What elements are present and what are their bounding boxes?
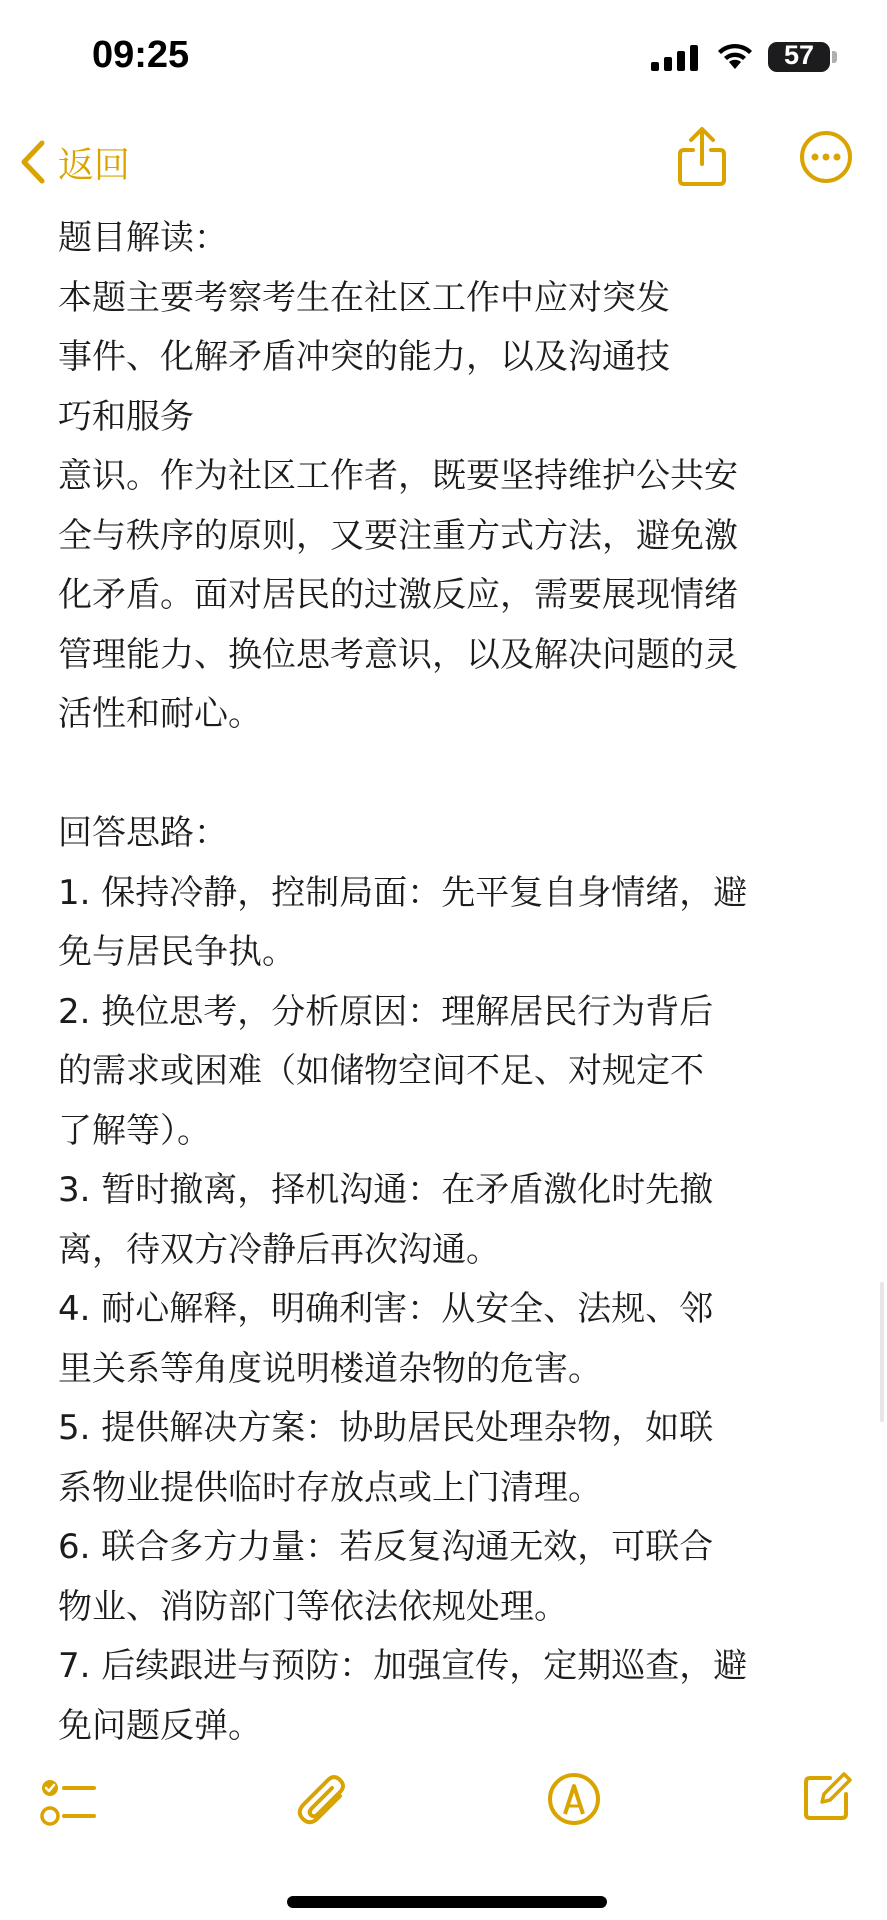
- note-line: 全与秩序的原则，又要注重方式方法，避免激: [58, 515, 738, 556]
- back-label: 返回: [58, 144, 131, 186]
- note-line: 4. 耐心解释，明确利害：从安全、法规、邻: [58, 1289, 714, 1329]
- home-indicator[interactable]: [287, 1896, 607, 1908]
- paperclip-icon[interactable]: [296, 1774, 352, 1830]
- note-line: 活性和耐心。: [58, 694, 262, 734]
- note-line: 意识。作为社区工作者，既要坚持维护公共安: [58, 456, 738, 496]
- note-line: 了解等）。: [58, 1110, 211, 1151]
- note-line: 系物业提供临时存放点或上门清理。: [58, 1467, 602, 1508]
- blank-line: [58, 745, 858, 805]
- note-line: 管理能力、换位思考意识，以及解决问题的灵: [58, 634, 738, 675]
- note-line: 巧和服务: [58, 396, 194, 437]
- compose-icon[interactable]: [800, 1770, 852, 1822]
- note-line: 2. 换位思考，分析原因：理解居民行为背后: [58, 991, 714, 1032]
- status-time: 09:25: [92, 34, 190, 76]
- note-line: 里关系等角度说明楼道杂物的危害。: [58, 1348, 602, 1389]
- battery-level: 57: [783, 40, 815, 70]
- section-heading-reading: 题目解读：: [58, 218, 228, 258]
- note-line: 免与居民争执。: [58, 932, 296, 972]
- note-line: 物业、消防部门等依法依规处理。: [58, 1586, 568, 1627]
- note-line: 5. 提供解决方案：协助居民处理杂物，如联: [58, 1408, 714, 1448]
- note-line: 3. 暂时撤离，择机沟通：在矛盾激化时先撤: [58, 1170, 714, 1210]
- back-button[interactable]: [20, 132, 130, 192]
- note-line: 6. 联合多方力量：若反复沟通无效，可联合: [58, 1527, 714, 1567]
- chevron-left-icon: [20, 139, 46, 185]
- note-line: 免问题反弹。: [58, 1705, 262, 1746]
- markup-pen-icon[interactable]: [547, 1772, 601, 1826]
- section-heading-approach: 回答思路：: [58, 813, 228, 853]
- checklist-icon[interactable]: [40, 1778, 96, 1828]
- wifi-icon: [715, 42, 755, 72]
- more-icon[interactable]: [799, 130, 853, 184]
- bottom-toolbar: [0, 1756, 887, 1846]
- share-icon[interactable]: [676, 126, 728, 188]
- nav-bar: [0, 120, 887, 202]
- note-line: 本题主要考察考生在社区工作中应对突发: [58, 277, 670, 318]
- note-line: 7. 后续跟进与预防：加强宣传，定期巡查，避: [58, 1646, 748, 1686]
- battery-tip: [832, 51, 837, 63]
- scroll-indicator[interactable]: [880, 1282, 884, 1422]
- note-line: 化矛盾。面对居民的过激反应，需要展现情绪: [58, 575, 738, 615]
- note-body[interactable]: [58, 209, 858, 1756]
- note-line: 的需求或困难（如储物空间不足、对规定不: [58, 1051, 704, 1091]
- note-line: 1. 保持冷静，控制局面：先平复自身情绪，避: [58, 872, 748, 913]
- note-line: 事件、化解矛盾冲突的能力，以及沟通技: [58, 337, 670, 377]
- note-line: 离，待双方冷静后再次沟通。: [58, 1229, 500, 1270]
- status-bar: [0, 0, 887, 120]
- cellular-signal-icon: [651, 45, 699, 71]
